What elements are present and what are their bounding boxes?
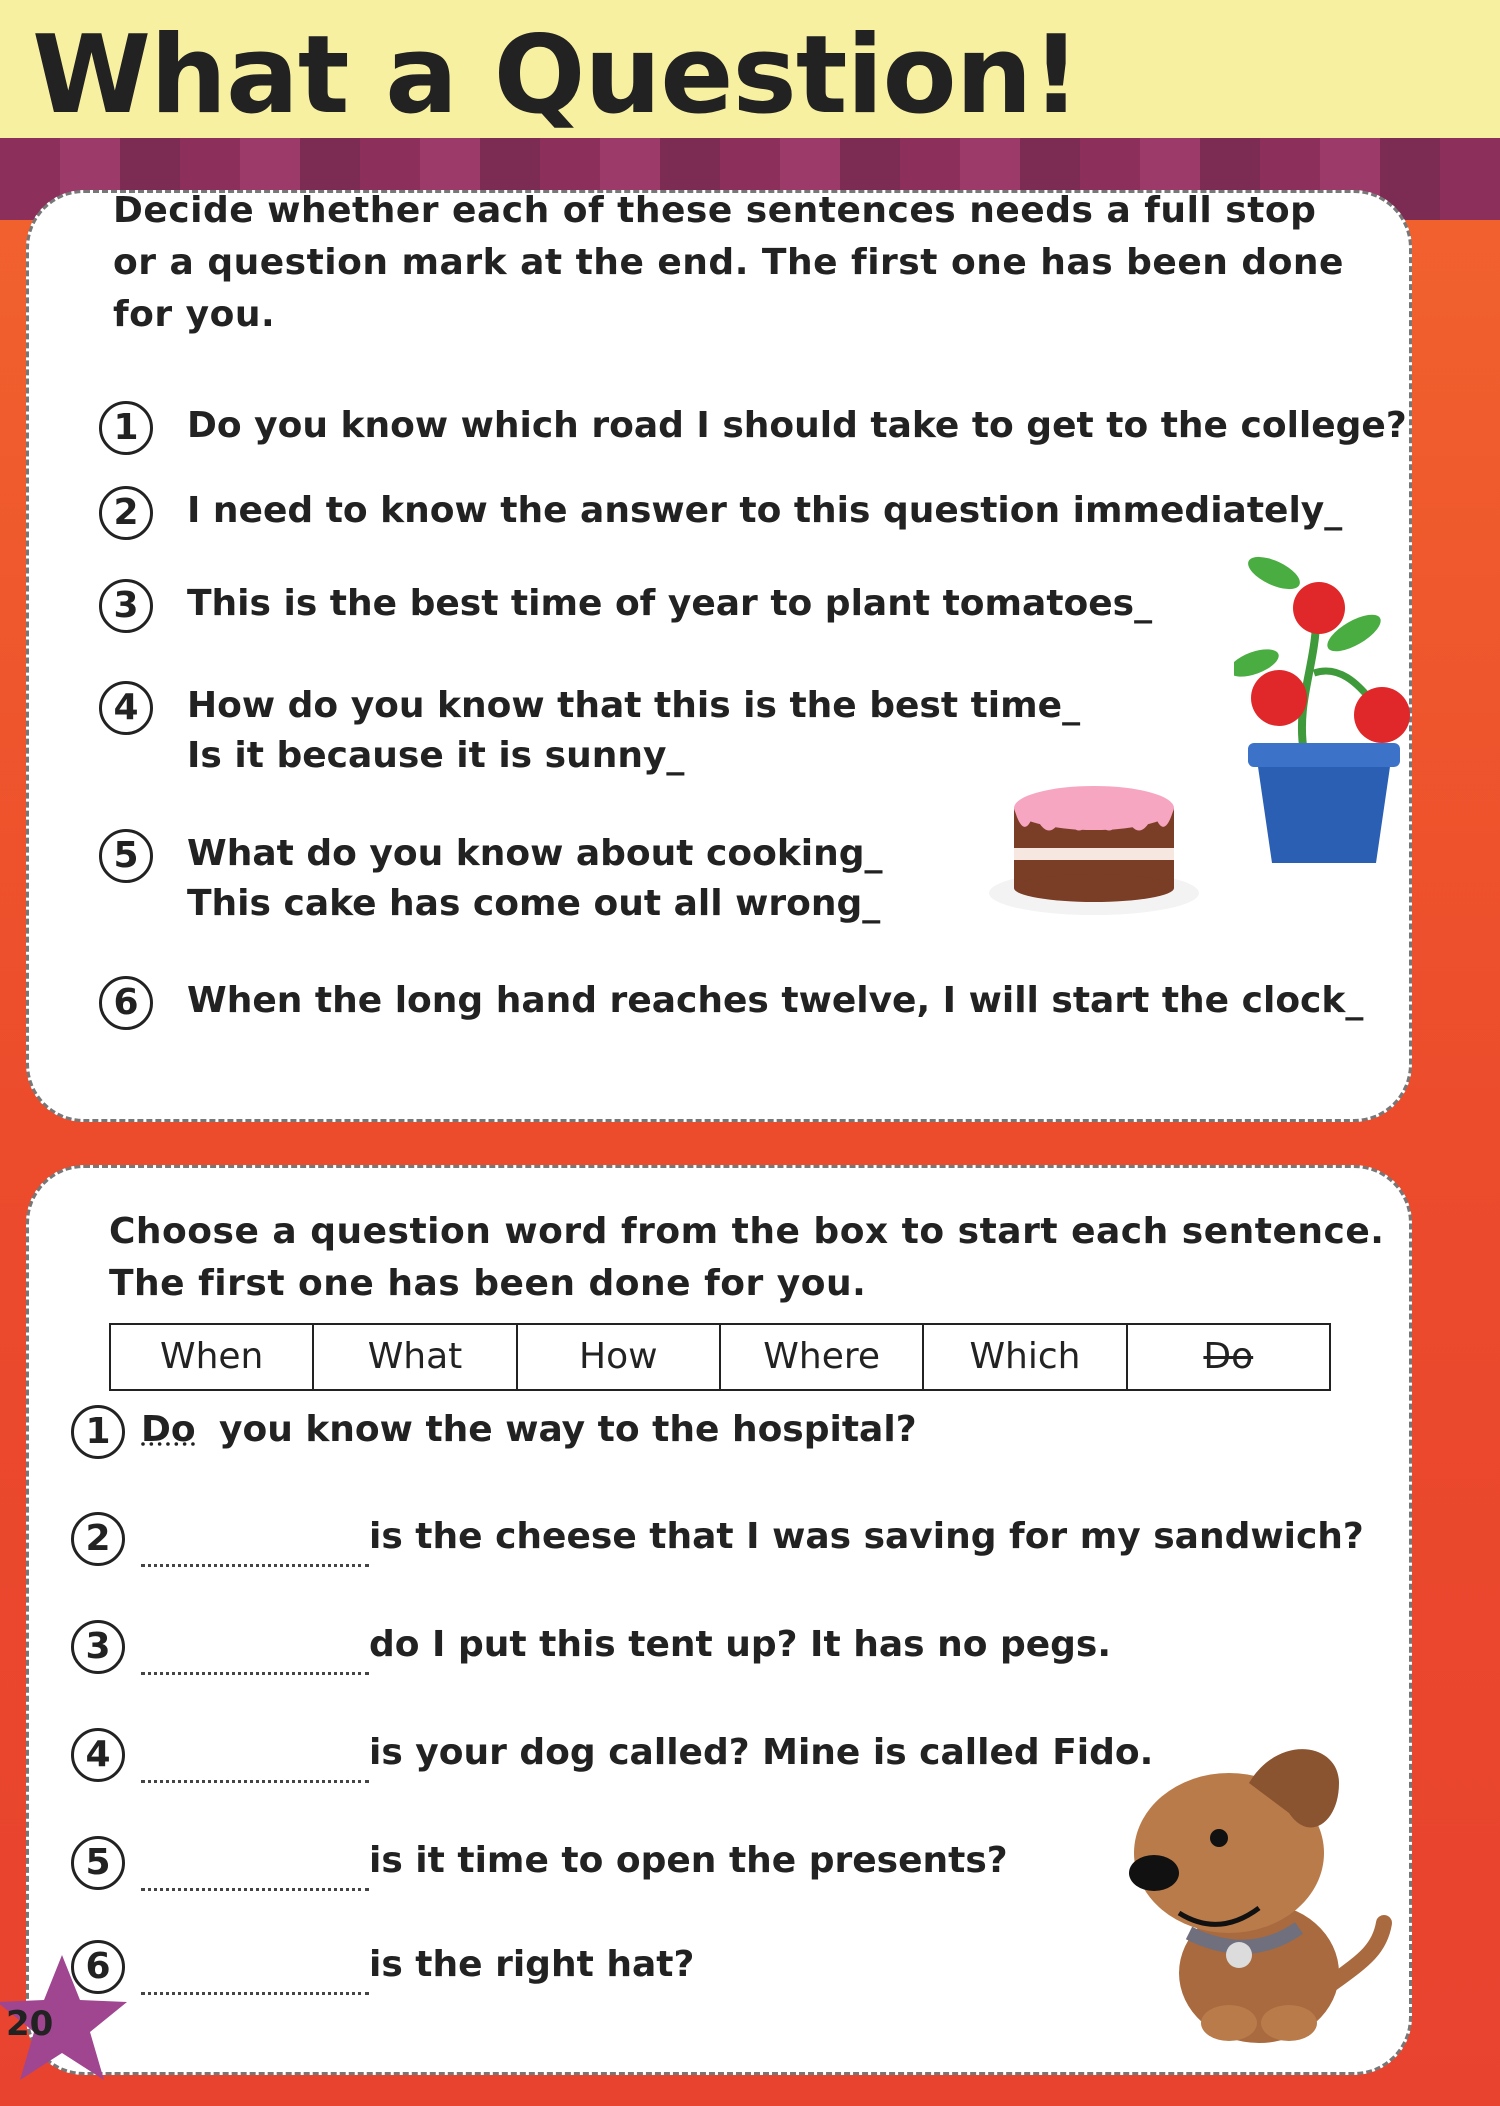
sentence: you know the way to the hospital? (219, 1409, 917, 1450)
answer-blank[interactable] (141, 1836, 369, 1891)
answer-blank[interactable] (141, 1940, 369, 1995)
sentence: This cake has come out all wrong_ (187, 883, 881, 924)
word-option: What (314, 1325, 517, 1389)
sentence: Is it because it is sunny_ (187, 735, 685, 776)
sentence: I need to know the answer to this question immediately_ (187, 490, 1343, 531)
sentence: is your dog called? Mine is called Fido. (369, 1732, 1154, 1773)
item-number: 4 (99, 681, 153, 735)
instruction-line: The first one has been done for you. (109, 1263, 867, 1304)
sentence: What do you know about cooking_ (187, 833, 883, 874)
answer-blank[interactable] (141, 1620, 369, 1675)
item-number: 2 (99, 486, 153, 540)
item-number: 1 (71, 1405, 125, 1459)
word-option: Where (721, 1325, 924, 1389)
instruction-line: for you. (113, 294, 276, 335)
instruction-line: Decide whether each of these sentences needs a full stop (113, 190, 1317, 231)
answer-blank[interactable] (141, 1728, 369, 1783)
page-number: 20 (6, 2004, 54, 2044)
item-number: 6 (71, 1940, 125, 1994)
word-option-used: Do (1203, 1336, 1254, 1377)
word-option: Which (924, 1325, 1127, 1389)
tomato-plant-illustration (1234, 553, 1424, 873)
word-option: How (518, 1325, 721, 1389)
instruction-line: or a question mark at the end. The first one has been done (113, 242, 1344, 283)
word-option: When (111, 1325, 314, 1389)
instruction-line: Choose a question word from the box to start each sentence. (109, 1211, 1385, 1252)
sentence: How do you know that this is the best time_ (187, 685, 1081, 726)
question-word-box (109, 1323, 1331, 1391)
sentence: This is the best time of year to plant tomatoes_ (187, 583, 1153, 624)
item-number: 4 (71, 1728, 125, 1782)
dog-illustration (1109, 1723, 1399, 2053)
answer-blank[interactable] (141, 1512, 369, 1567)
item-number: 6 (99, 976, 153, 1030)
item-number: 5 (99, 829, 153, 883)
sentence: is the right hat? (369, 1944, 695, 1985)
item-number: 3 (71, 1620, 125, 1674)
item-number: 5 (71, 1836, 125, 1890)
sentence: When the long hand reaches twelve, I will start the clock_ (187, 980, 1364, 1021)
item-number: 3 (99, 579, 153, 633)
sentence: is the cheese that I was saving for my sandwich? (369, 1516, 1364, 1557)
sentence: Do you know which road I should take to get to the college? (187, 405, 1407, 446)
item-number: 1 (99, 401, 153, 455)
sentence: is it time to open the presents? (369, 1840, 1008, 1881)
item-number: 2 (71, 1512, 125, 1566)
sentence: do I put this tent up? It has no pegs. (369, 1624, 1112, 1665)
cake-illustration (979, 753, 1209, 953)
page-title: What a Question! (32, 13, 1080, 138)
exercise-panel-question-words (26, 1165, 1412, 2075)
exercise-panel-punctuation (26, 190, 1412, 1122)
answer-word: Do (141, 1409, 196, 1450)
